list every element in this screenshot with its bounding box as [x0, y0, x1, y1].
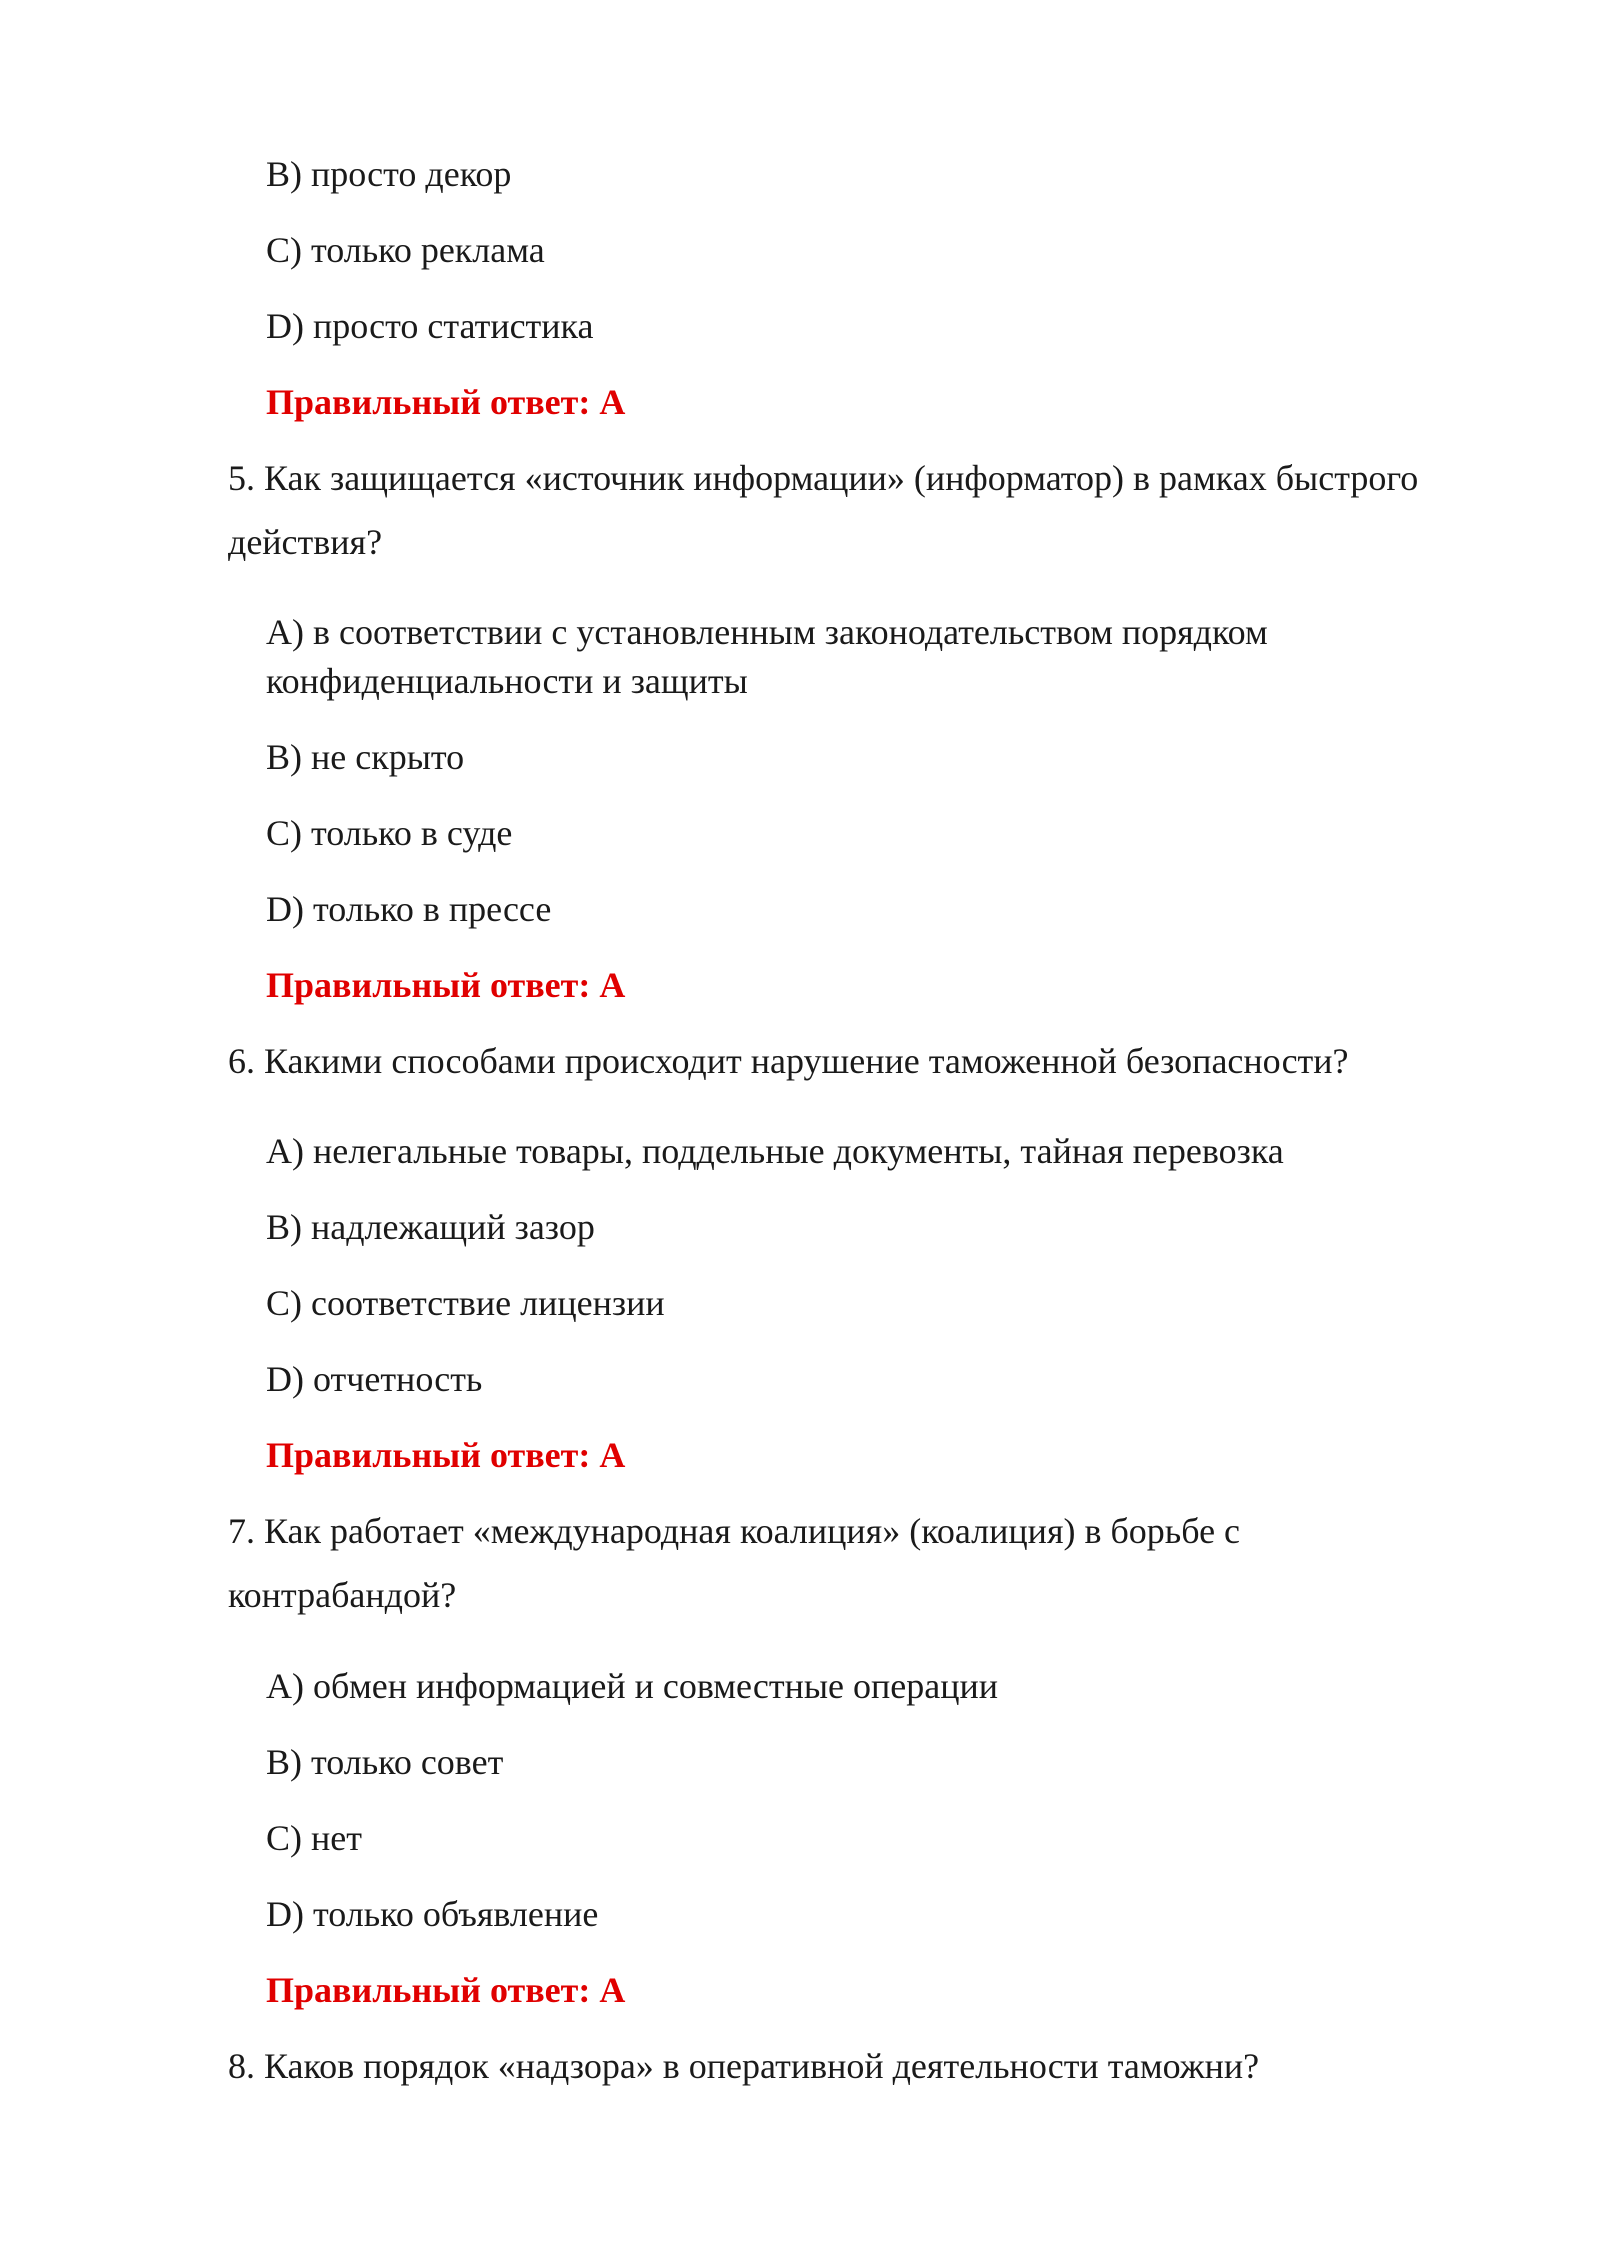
option-a: А) нелегальные товары, поддельные документы, тайная перевозка [266, 1131, 1284, 1171]
correct-answer: Правильный ответ: А [266, 1435, 626, 1475]
correct-answer: Правильный ответ: А [266, 1970, 626, 2010]
option-d: D) только в прессе [266, 889, 552, 929]
option-c: C) только в суде [266, 813, 513, 853]
question-title: 6. Какими способами происходит нарушение таможенной безопасности? [228, 1041, 1349, 1081]
question-title: 8. Каков порядок «надзора» в оперативной деятельности таможни? [228, 2046, 1260, 2086]
option-a-continued: конфиденциальности и защиты [266, 661, 748, 701]
option-b: B) не скрыто [266, 737, 465, 777]
option-c: C) соответствие лицензии [266, 1283, 665, 1323]
option-b: B) только совет [266, 1742, 504, 1782]
option-a: А) обмен информацией и совместные операции [266, 1666, 999, 1706]
option-b: B) надлежащий зазор [266, 1207, 595, 1247]
question-title-continued: действия? [228, 522, 383, 562]
option-c: C) нет [266, 1818, 362, 1858]
option-d: D) просто статистика [266, 306, 594, 346]
option-d: D) отчетность [266, 1359, 483, 1399]
question-title-continued: контрабандой? [228, 1575, 457, 1615]
correct-answer: Правильный ответ: А [266, 382, 626, 422]
option-b: B) просто декор [266, 154, 512, 194]
option-a: А) в соответствии с установленным законодательством порядком [266, 612, 1268, 652]
question-title: 7. Как работает «международная коалиция» (коалиция) в борьбе с [228, 1511, 1241, 1551]
option-d: D) только объявление [266, 1894, 599, 1934]
question-title: 5. Как защищается «источник информации» (информатор) в рамках быстрого [228, 458, 1419, 498]
option-c: C) только реклама [266, 230, 545, 270]
correct-answer: Правильный ответ: А [266, 965, 626, 1005]
